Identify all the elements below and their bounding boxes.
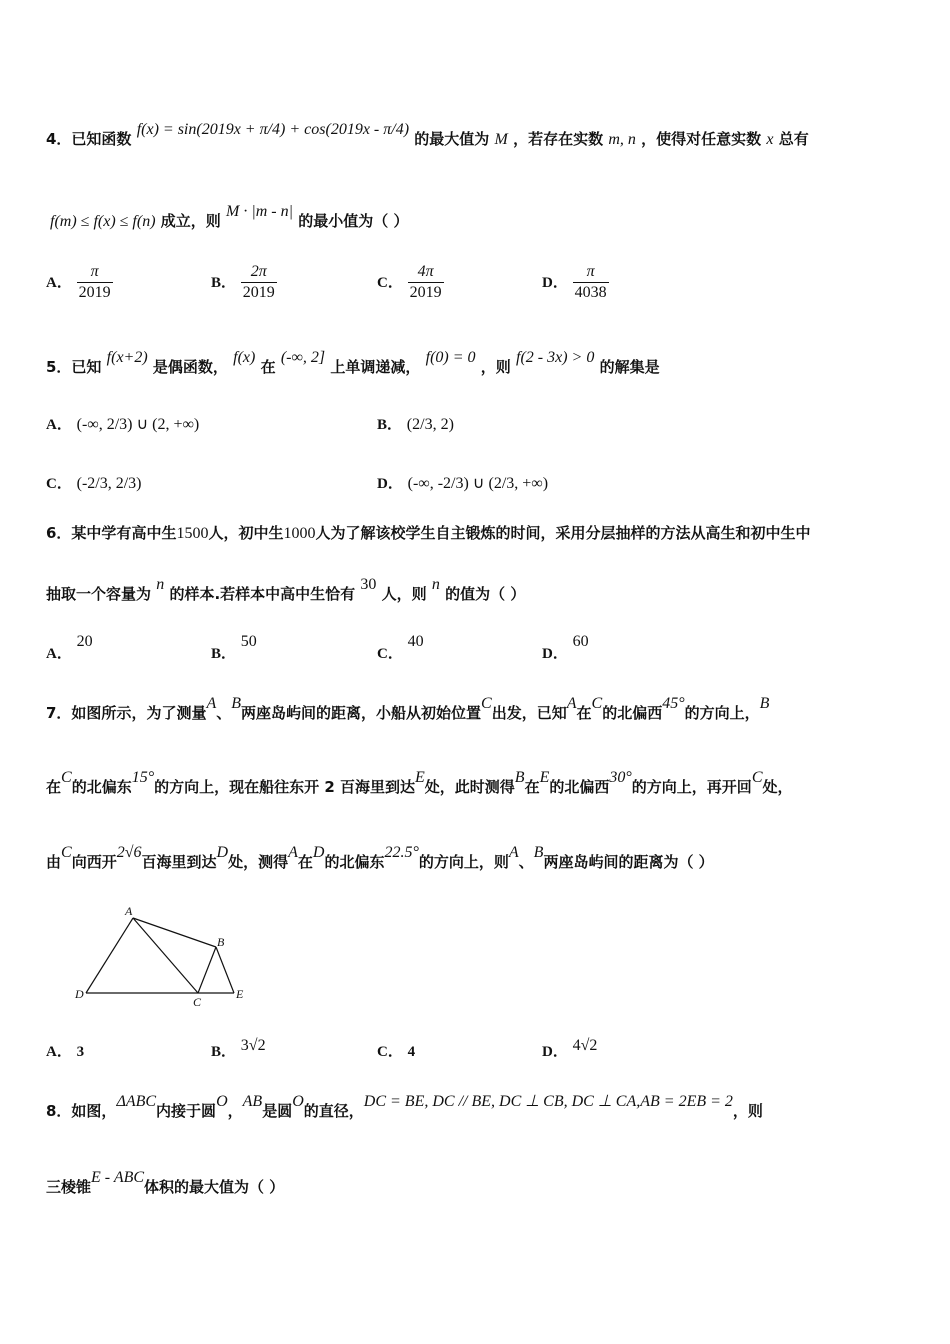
q4-option-b[interactable] xyxy=(211,262,277,303)
q6-text: 抽取一个容量为 xyxy=(46,585,152,603)
option-value: 4 xyxy=(407,1044,416,1060)
q7-line-2 xyxy=(46,769,793,797)
option-value: 3√2 xyxy=(240,1037,266,1054)
q6-number: 1000 xyxy=(283,525,316,542)
option-label: D． xyxy=(377,476,403,492)
question-text: 在 xyxy=(46,778,62,796)
math-symbol: 15° xyxy=(131,769,155,786)
question-text: 的直径， xyxy=(303,1102,364,1120)
option-label: A． xyxy=(46,417,72,433)
question-text: 向西开 xyxy=(71,853,117,871)
option-value: 40 xyxy=(407,633,424,650)
math-symbol: B xyxy=(533,844,544,861)
math-symbol: C xyxy=(751,769,763,786)
option-label: B． xyxy=(211,646,237,662)
q4-text: 的最小值为（ ） xyxy=(298,212,409,230)
question-text: 是圆 xyxy=(262,1102,293,1120)
option-label: A． xyxy=(46,646,72,662)
q7-option-b[interactable] xyxy=(211,1034,266,1060)
math-symbol: DC = BE, DC // BE, DC ⊥ CB, DC ⊥ CA, xyxy=(363,1093,641,1110)
option-value: 3 xyxy=(76,1044,85,1060)
q4-function: f(x) = sin(2019x + π/4) + cos(2019x - π/4) xyxy=(136,121,410,138)
question-text: 处，此时测得 xyxy=(424,778,515,796)
q4-x: x xyxy=(766,131,774,148)
q6-text: 人为了解该校学生自主锻炼的时间，采用分层抽样的方法从高生和初中生中 xyxy=(315,524,811,542)
math-symbol: C xyxy=(591,695,603,712)
q6-n: n xyxy=(156,576,165,593)
question-text: 的北偏西 xyxy=(602,704,663,722)
q6-option-b[interactable] xyxy=(211,630,257,662)
label-c: C xyxy=(193,995,202,1009)
q4-mn: m, n xyxy=(608,131,636,148)
numerator: π xyxy=(573,262,609,283)
math-symbol: 2√6 xyxy=(116,844,142,861)
question-text: 的北偏西 xyxy=(549,778,610,796)
question-text: 、 xyxy=(518,853,534,871)
math-symbol: ΔABC xyxy=(116,1093,157,1110)
math-symbol: A xyxy=(288,844,298,861)
q6-number: 30 xyxy=(360,576,377,593)
question-text: 三棱锥 xyxy=(46,1178,92,1196)
question-text: 在 xyxy=(576,704,592,722)
q7-option-c[interactable] xyxy=(377,1040,415,1061)
question-text: 两座岛屿间的距离为（ ） xyxy=(543,853,714,871)
option-value: (-∞, 2/3) ∪ (2, +∞) xyxy=(76,416,200,433)
question-text: 两座岛屿间的距离，小船从初始位置 xyxy=(241,704,482,722)
q5-text: 的解集是 xyxy=(599,358,660,376)
fraction xyxy=(241,262,277,303)
q5-math: f(x+2) xyxy=(106,349,148,366)
numerator: 4π xyxy=(408,262,444,283)
math-symbol: C xyxy=(61,769,72,786)
line-da xyxy=(86,918,133,993)
label-d: D xyxy=(75,987,84,1001)
question-text: 的方向上，则 xyxy=(418,853,509,871)
option-value: 50 xyxy=(240,633,257,650)
question-text: 在 xyxy=(524,778,540,796)
denominator: 2019 xyxy=(409,284,442,301)
question-text: ，则 xyxy=(732,1102,763,1120)
fraction xyxy=(77,262,113,303)
math-symbol: 22.5° xyxy=(384,844,419,861)
question-text: 由 xyxy=(46,853,62,871)
option-label: D． xyxy=(542,646,568,662)
q5-math: f(2 - 3x) > 0 xyxy=(516,349,595,366)
fraction xyxy=(573,262,609,303)
q4-inequality: f(m) ≤ f(x) ≤ f(n) xyxy=(50,213,156,230)
math-symbol: 45° xyxy=(662,695,685,712)
q4-option-c[interactable] xyxy=(377,262,444,303)
math-symbol: E - ABC xyxy=(91,1169,145,1186)
math-symbol: B xyxy=(514,769,525,786)
math-symbol: B xyxy=(759,695,770,712)
math-symbol: C xyxy=(61,844,72,861)
q5-option-c[interactable] xyxy=(46,472,142,493)
option-value: 20 xyxy=(76,633,93,650)
question-text: 8．如图， xyxy=(46,1102,117,1120)
option-value: 60 xyxy=(572,633,589,650)
q5-text: 在 xyxy=(260,358,276,376)
label-b: B xyxy=(217,935,225,949)
option-value: (-2/3, 2/3) xyxy=(76,475,142,492)
q8-line-1 xyxy=(46,1093,763,1121)
question-text: 的方向上，现在船往东开 2 百海里到达 xyxy=(154,778,415,796)
q4-number: 4．已知函数 xyxy=(46,130,132,148)
q6-text: 6．某中学有高中生 xyxy=(46,524,177,542)
q5-line-1 xyxy=(46,349,660,377)
option-label: C． xyxy=(377,1044,403,1060)
option-label: B． xyxy=(377,417,403,433)
q7-figure xyxy=(70,900,260,1010)
q6-text: 的值为（ ） xyxy=(445,585,526,603)
math-symbol: A xyxy=(508,844,519,861)
q7-line-3 xyxy=(46,844,714,872)
math-symbol: O xyxy=(216,1093,228,1110)
q7-option-a[interactable] xyxy=(46,1040,84,1061)
math-symbol: O xyxy=(292,1093,304,1110)
option-value: (2/3, 2) xyxy=(406,416,454,433)
q6-option-c[interactable] xyxy=(377,630,424,662)
q5-text: 是偶函数， xyxy=(152,358,228,376)
question-text: 的方向上， xyxy=(684,704,760,722)
question-text: 7．如图所示，为了测量 xyxy=(46,704,207,722)
q4-M: M xyxy=(494,131,508,148)
option-label: B． xyxy=(211,275,237,291)
q4-text: 的最大值为 xyxy=(414,130,490,148)
q5-text: ，则 xyxy=(480,358,511,376)
q5-option-b[interactable] xyxy=(377,413,454,434)
label-a: A xyxy=(125,904,133,918)
math-symbol: E xyxy=(539,769,550,786)
line-cb xyxy=(198,947,216,993)
question-text: 处， xyxy=(762,778,793,796)
q4-text: 成立，则 xyxy=(160,212,221,230)
math-symbol: C xyxy=(481,695,492,712)
q5-math: f(x) xyxy=(233,349,256,366)
math-symbol: AB xyxy=(242,1093,263,1110)
option-label: D． xyxy=(542,275,568,291)
q4-expression: M · |m - n| xyxy=(226,203,294,220)
q7-line-1 xyxy=(46,695,770,723)
question-text: 出发，已知 xyxy=(491,704,567,722)
option-value: (-∞, -2/3) ∪ (2/3, +∞) xyxy=(407,475,549,492)
math-symbol: 30° xyxy=(609,769,632,786)
option-label: C． xyxy=(377,275,403,291)
q4-text: ，使得对任意实数 xyxy=(641,130,762,148)
q5-math: f(0) = 0 xyxy=(425,349,476,366)
question-text: ， xyxy=(227,1102,243,1120)
math-symbol: D xyxy=(216,844,229,861)
q6-option-a[interactable] xyxy=(46,630,93,662)
q5-math: (-∞, 2] xyxy=(280,349,326,366)
math-symbol: E xyxy=(415,769,425,786)
question-text: 内接于圆 xyxy=(156,1102,217,1120)
math-symbol: A xyxy=(566,695,577,712)
numerator: π xyxy=(77,262,113,283)
q6-text: 的样本.若样本中高中生恰有 xyxy=(169,585,356,603)
q6-n: n xyxy=(431,576,440,593)
q4-text: ，若存在实数 xyxy=(513,130,604,148)
question-text: 在 xyxy=(297,853,313,871)
q4-line-2 xyxy=(50,203,409,231)
q5-option-d[interactable] xyxy=(377,472,548,493)
q6-text: 人，初中生 xyxy=(208,524,284,542)
math-symbol: B xyxy=(231,695,242,712)
q6-line-2 xyxy=(46,576,526,604)
option-value: 4√2 xyxy=(572,1037,598,1054)
question-text: 的方向上，再开回 xyxy=(631,778,752,796)
question-text: 、 xyxy=(216,704,232,722)
option-label: A． xyxy=(46,275,72,291)
question-text: 体积的最大值为（ ） xyxy=(144,1178,285,1196)
question-text: 的北偏东 xyxy=(71,778,132,796)
option-label: D． xyxy=(542,1044,568,1060)
question-text: 百海里到达 xyxy=(141,853,217,871)
fraction xyxy=(408,262,444,303)
numerator: 2π xyxy=(241,262,277,283)
q6-option-d[interactable] xyxy=(542,630,589,662)
question-text: 的北偏东 xyxy=(324,853,385,871)
q8-line-2 xyxy=(46,1169,285,1197)
option-label: B． xyxy=(211,1044,237,1060)
line-be xyxy=(216,947,234,993)
question-text: 处，测得 xyxy=(228,853,289,871)
q5-option-a[interactable] xyxy=(46,413,199,434)
option-label: C． xyxy=(46,476,72,492)
math-symbol: AB = 2EB = 2 xyxy=(640,1093,733,1110)
q4-option-d[interactable] xyxy=(542,262,609,303)
q7-option-d[interactable] xyxy=(542,1034,598,1060)
denominator: 4038 xyxy=(574,284,607,301)
q6-number: 1500 xyxy=(176,525,209,542)
q4-line-1 xyxy=(46,121,809,149)
q4-option-a[interactable] xyxy=(46,262,113,303)
q6-text: 人，则 xyxy=(381,585,427,603)
math-symbol: D xyxy=(312,844,325,861)
option-label: A． xyxy=(46,1044,72,1060)
q4-text: 总有 xyxy=(778,130,809,148)
q6-line-1 xyxy=(46,522,810,543)
q5-text: 上单调递减， xyxy=(330,358,421,376)
math-symbol: A xyxy=(206,695,217,712)
q5-text: 5．已知 xyxy=(46,358,102,376)
denominator: 2019 xyxy=(242,284,275,301)
denominator: 2019 xyxy=(78,284,111,301)
label-e: E xyxy=(236,987,244,1001)
option-label: C． xyxy=(377,646,403,662)
